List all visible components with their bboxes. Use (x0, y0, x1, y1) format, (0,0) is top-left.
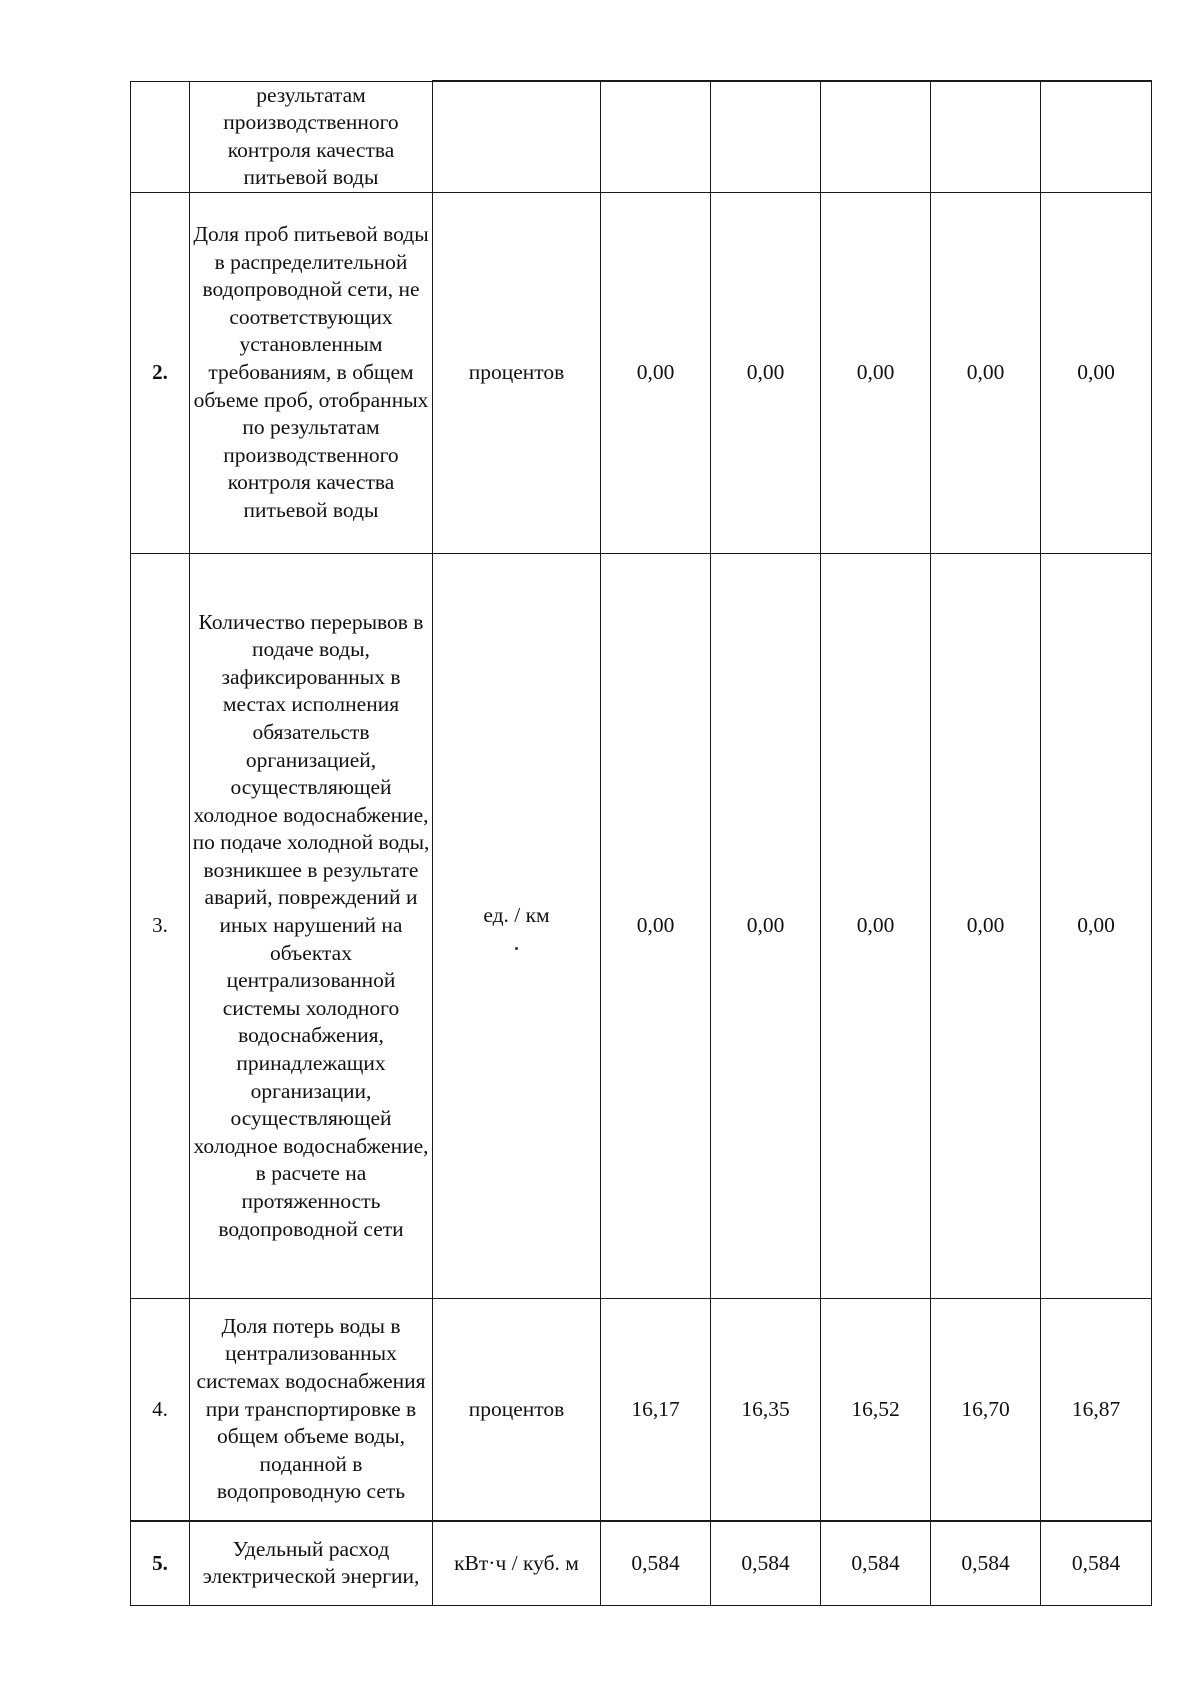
value-cell: 16,70 (931, 1298, 1041, 1521)
value-cell: 0,00 (1041, 553, 1152, 1298)
value-cell: 0,584 (931, 1521, 1041, 1606)
value-cell: 16,87 (1041, 1298, 1152, 1521)
row-number: 4. (131, 1298, 190, 1521)
row-number (131, 81, 190, 192)
unit-cell (433, 81, 601, 192)
scan-speck (515, 947, 518, 950)
value-cell: 16,52 (821, 1298, 931, 1521)
value-cell: 16,17 (601, 1298, 711, 1521)
row-number: 5. (131, 1521, 190, 1606)
value-cell: 0,00 (711, 192, 821, 553)
unit-cell: процентов (433, 192, 601, 553)
value-cell: 0,00 (711, 553, 821, 1298)
row-number: 3. (131, 553, 190, 1298)
table-row (131, 192, 1152, 553)
value-cell: 0,584 (601, 1521, 711, 1606)
unit-cell: процентов (433, 1298, 601, 1521)
indicator-description: Удельный расход электрической энергии, (190, 1521, 433, 1606)
table-row (131, 81, 1152, 192)
indicator-description: результатам производственного контроля качества питьевой воды (190, 81, 433, 192)
indicator-description: Количество перерывов в подаче воды, зафиксированных в местах исполнения обязательств организацией, осуществляющей холодное водоснабжение, по подаче холодной воды, возникшее в результате аварий, повреждений и иных нарушений на объектах централизованной системы холодного водоснабжения, принадлежащих организации, осуществляющей холодное водоснабжение, в расчете на протяженность водопроводной сети (190, 553, 433, 1298)
value-cell: 16,35 (711, 1298, 821, 1521)
value-cell: 0,00 (821, 553, 931, 1298)
unit-label: ед. / км (483, 902, 550, 927)
value-cell (1041, 81, 1152, 192)
value-cell: 0,00 (821, 192, 931, 553)
value-cell: 0,00 (931, 553, 1041, 1298)
value-cell: 0,00 (1041, 192, 1152, 553)
value-cell (931, 81, 1041, 192)
value-cell (601, 81, 711, 192)
value-cell: 0,00 (601, 553, 711, 1298)
value-cell: 0,584 (711, 1521, 821, 1606)
value-cell (711, 81, 821, 192)
unit-cell: кВт·ч / куб. м (433, 1521, 601, 1606)
indicator-description: Доля проб питьевой воды в распределительной водопроводной сети, не соответствующих установленным требованиям, в общем объеме проб, отобранных по результатам производственного контроля качества питьевой воды (190, 192, 433, 553)
table-row (131, 1521, 1152, 1606)
indicators-table (130, 80, 1152, 1606)
value-cell: 0,00 (601, 192, 711, 553)
table-row (131, 1298, 1152, 1521)
value-cell (821, 81, 931, 192)
unit-cell (433, 553, 601, 1298)
value-cell: 0,584 (1041, 1521, 1152, 1606)
row-number: 2. (131, 192, 190, 553)
table-row (131, 553, 1152, 1298)
indicator-description: Доля потерь воды в централизованных системах водоснабжения при транспортировке в общем объеме воды, поданной в водопроводную сеть (190, 1298, 433, 1521)
value-cell: 0,584 (821, 1521, 931, 1606)
value-cell: 0,00 (931, 192, 1041, 553)
